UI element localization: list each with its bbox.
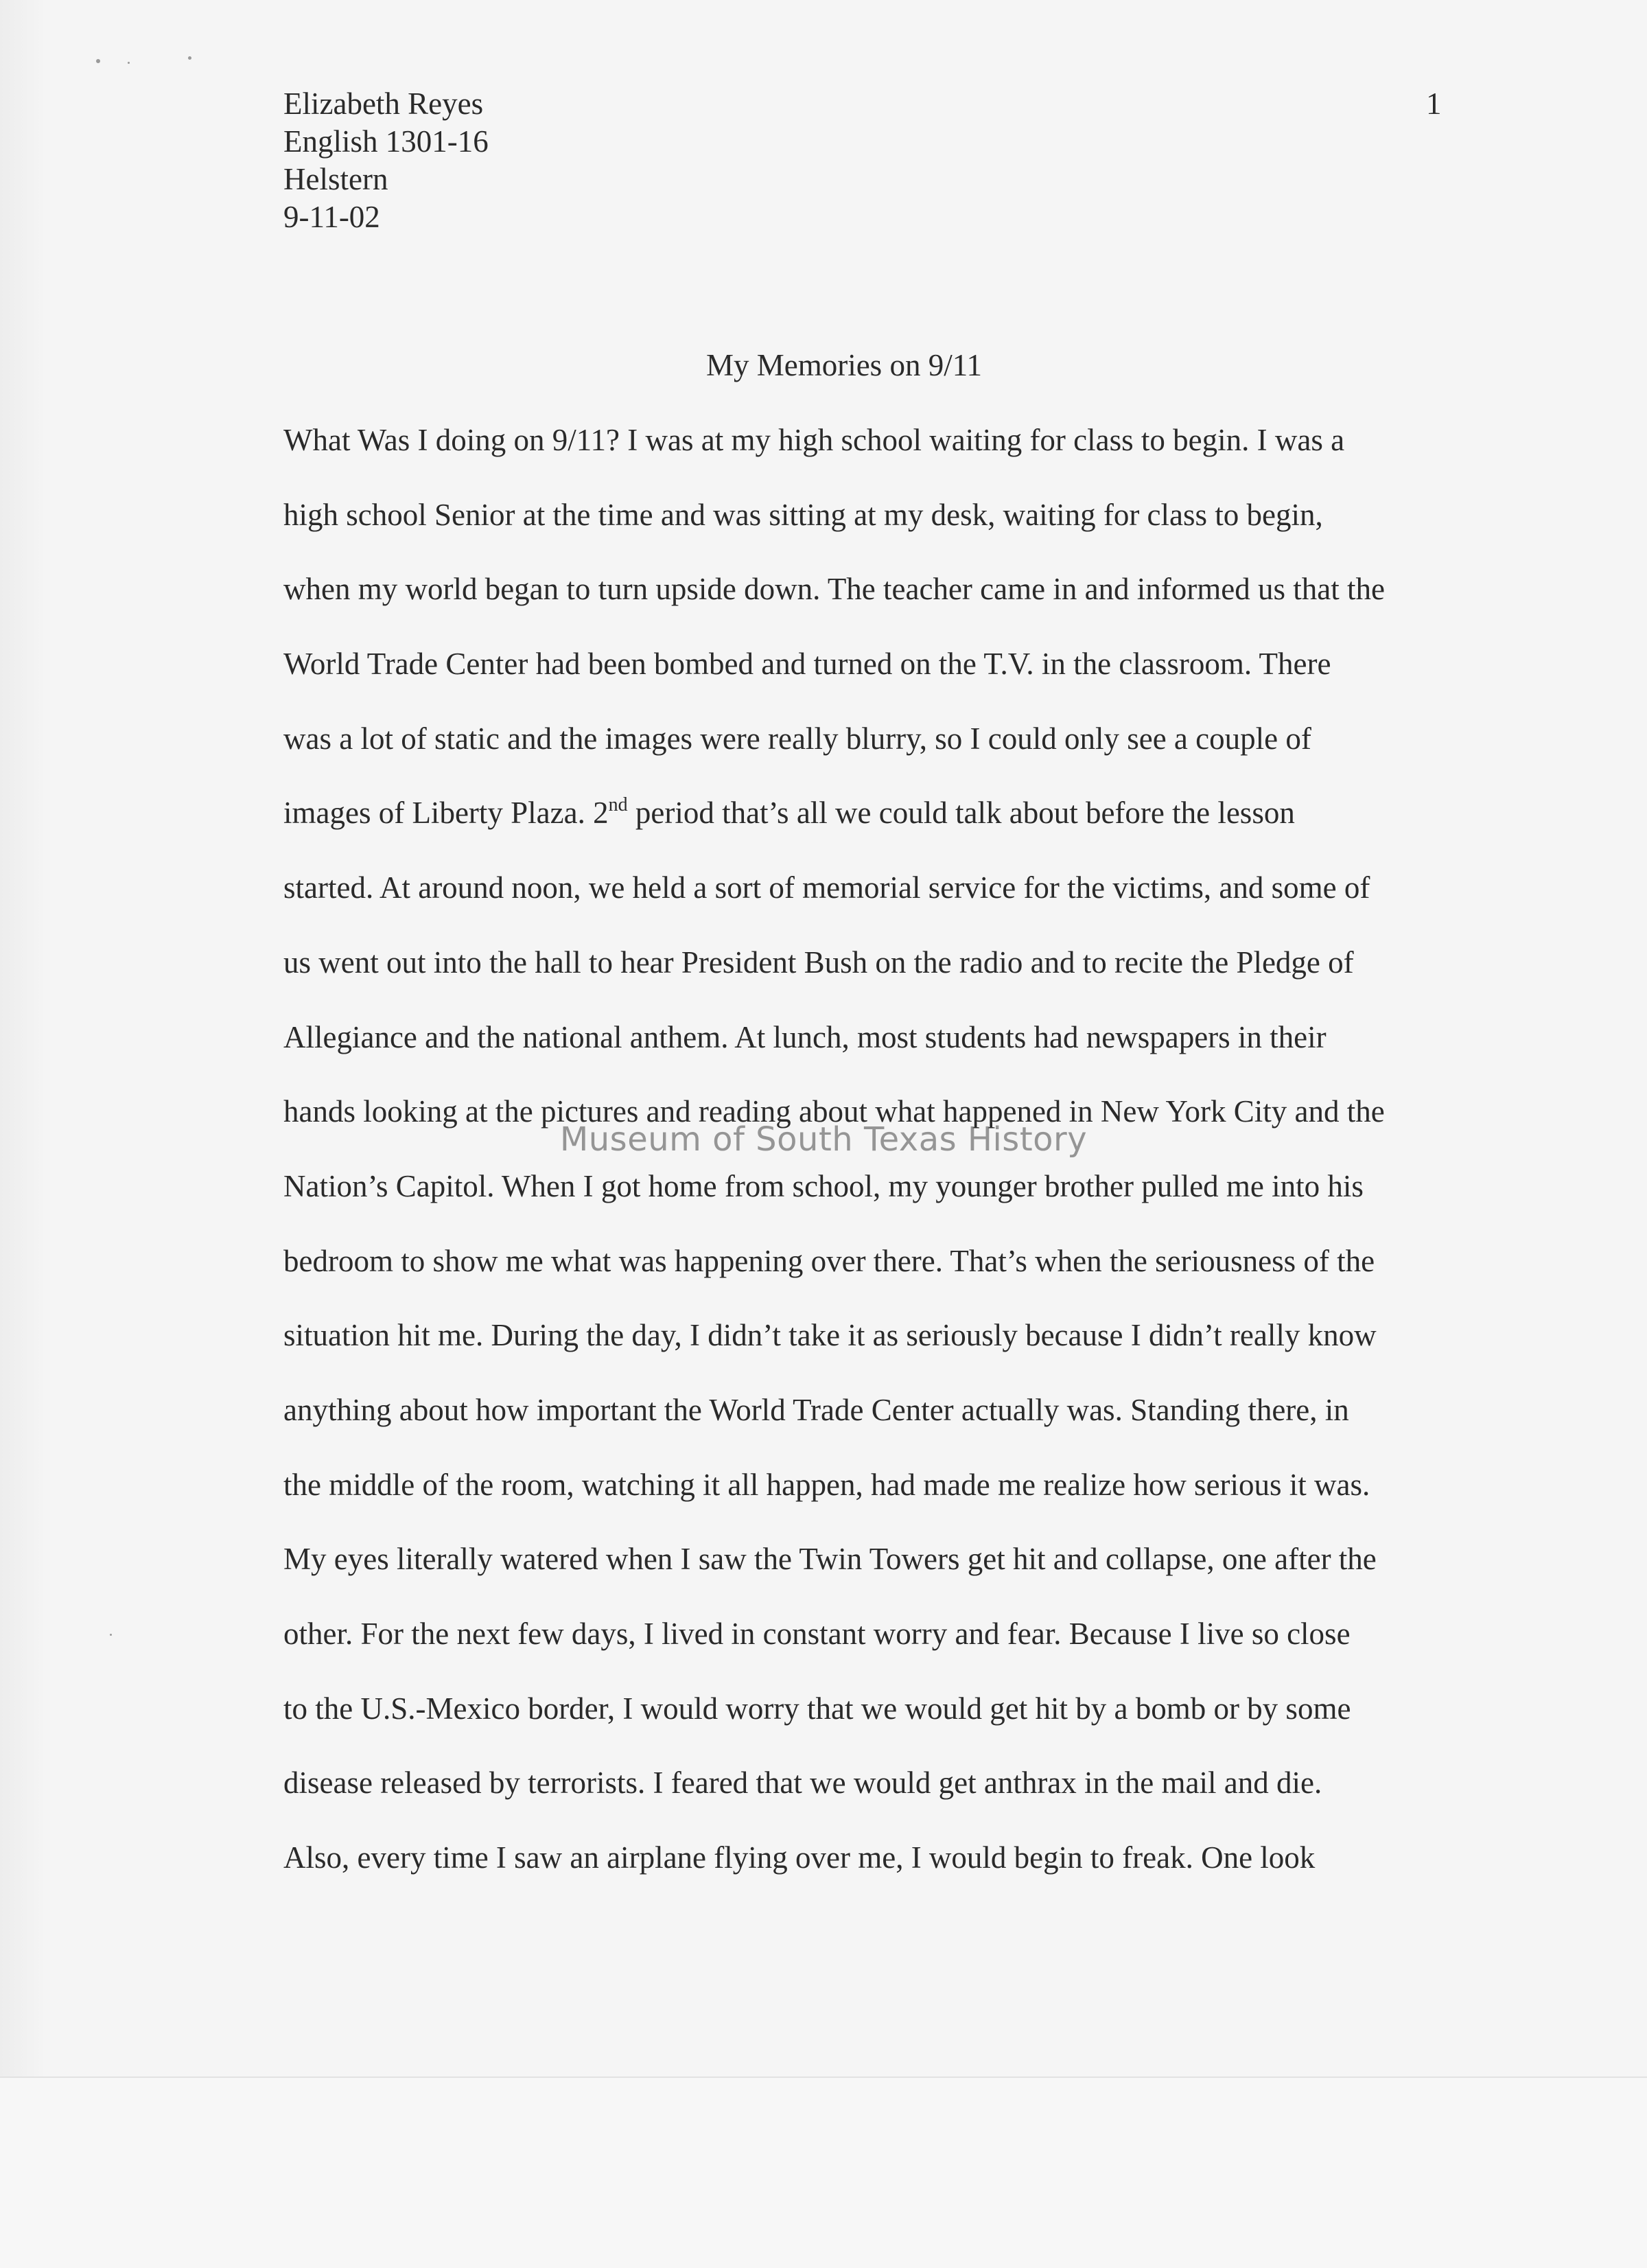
author-name: Elizabeth Reyes [283, 86, 484, 121]
scan-bottom-edge [0, 2076, 1647, 2268]
body-line: What Was I doing on 9/11? I was at my high school waiting for class to begin. I was a [283, 423, 1345, 457]
page-number: 1 [1426, 86, 1442, 121]
body-line: Also, every time I saw an airplane flying over me, I would begin to freak. One look [283, 1840, 1316, 1875]
scan-left-edge [0, 0, 43, 2076]
body-line: other. For the next few days, I lived in constant worry and fear. Because I live so close [283, 1617, 1351, 1651]
body-line: hands looking at the pictures and reading about what happened in New York City and the [283, 1094, 1385, 1129]
museum-watermark: Museum of South Texas History [559, 1120, 1088, 1159]
scan-speck [96, 59, 100, 63]
essay-date: 9-11-02 [283, 200, 380, 234]
ordinal-superscript: nd [608, 794, 628, 816]
body-line: disease released by terrorists. I feared that we would get anthrax in the mail and die. [283, 1766, 1322, 1801]
body-line: high school Senior at the time and was sitting at my desk, waiting for class to begin, [283, 497, 1323, 532]
body-line: World Trade Center had been bombed and turned on the T.V. in the classroom. There [283, 647, 1331, 682]
body-line: the middle of the room, watching it all happen, had made me realize how serious it was. [283, 1467, 1370, 1502]
scan-speck [128, 62, 130, 64]
body-line-segment: images of Liberty Plaza. 2 [283, 796, 609, 831]
body-line: started. At around noon, we held a sort of memorial service for the victims, and some of [283, 870, 1370, 905]
body-line: Nation’s Capitol. When I got home from school, my younger brother pulled me into his [283, 1168, 1364, 1203]
essay-header [283, 85, 489, 236]
body-line-segment: period that’s all we could talk about before the lesson [627, 796, 1295, 831]
body-line: when my world began to turn upside down. The teacher came in and informed us that the [283, 572, 1385, 607]
body-line: bedroom to show me what was happening over there. That’s when the seriousness of the [283, 1243, 1375, 1278]
essay-title: My Memories on 9/11 [705, 348, 983, 382]
course-code: English 1301-16 [283, 124, 489, 159]
scan-speck [110, 1634, 112, 1636]
body-line: us went out into the hall to hear President Bush on the radio and to recite the Pledge of [283, 945, 1354, 980]
instructor-name: Helstern [283, 162, 388, 196]
essay-body [283, 421, 1450, 1914]
body-line: My eyes literally watered when I saw the Twin Towers get hit and collapse, one after the [283, 1542, 1377, 1577]
body-line: Allegiance and the national anthem. At lunch, most students had newspapers in their [283, 1019, 1327, 1054]
body-line: was a lot of static and the images were really blurry, so I could only see a couple of [283, 721, 1311, 756]
scan-speck [188, 56, 191, 60]
body-line: situation hit me. During the day, I didn’t take it as seriously because I didn’t really know [283, 1318, 1377, 1353]
body-line: anything about how important the World Trade Center actually was. Standing there, in [283, 1392, 1349, 1427]
body-line: to the U.S.-Mexico border, I would worry that we would get hit by a bomb or by some [283, 1691, 1351, 1726]
body-line [283, 794, 1450, 869]
